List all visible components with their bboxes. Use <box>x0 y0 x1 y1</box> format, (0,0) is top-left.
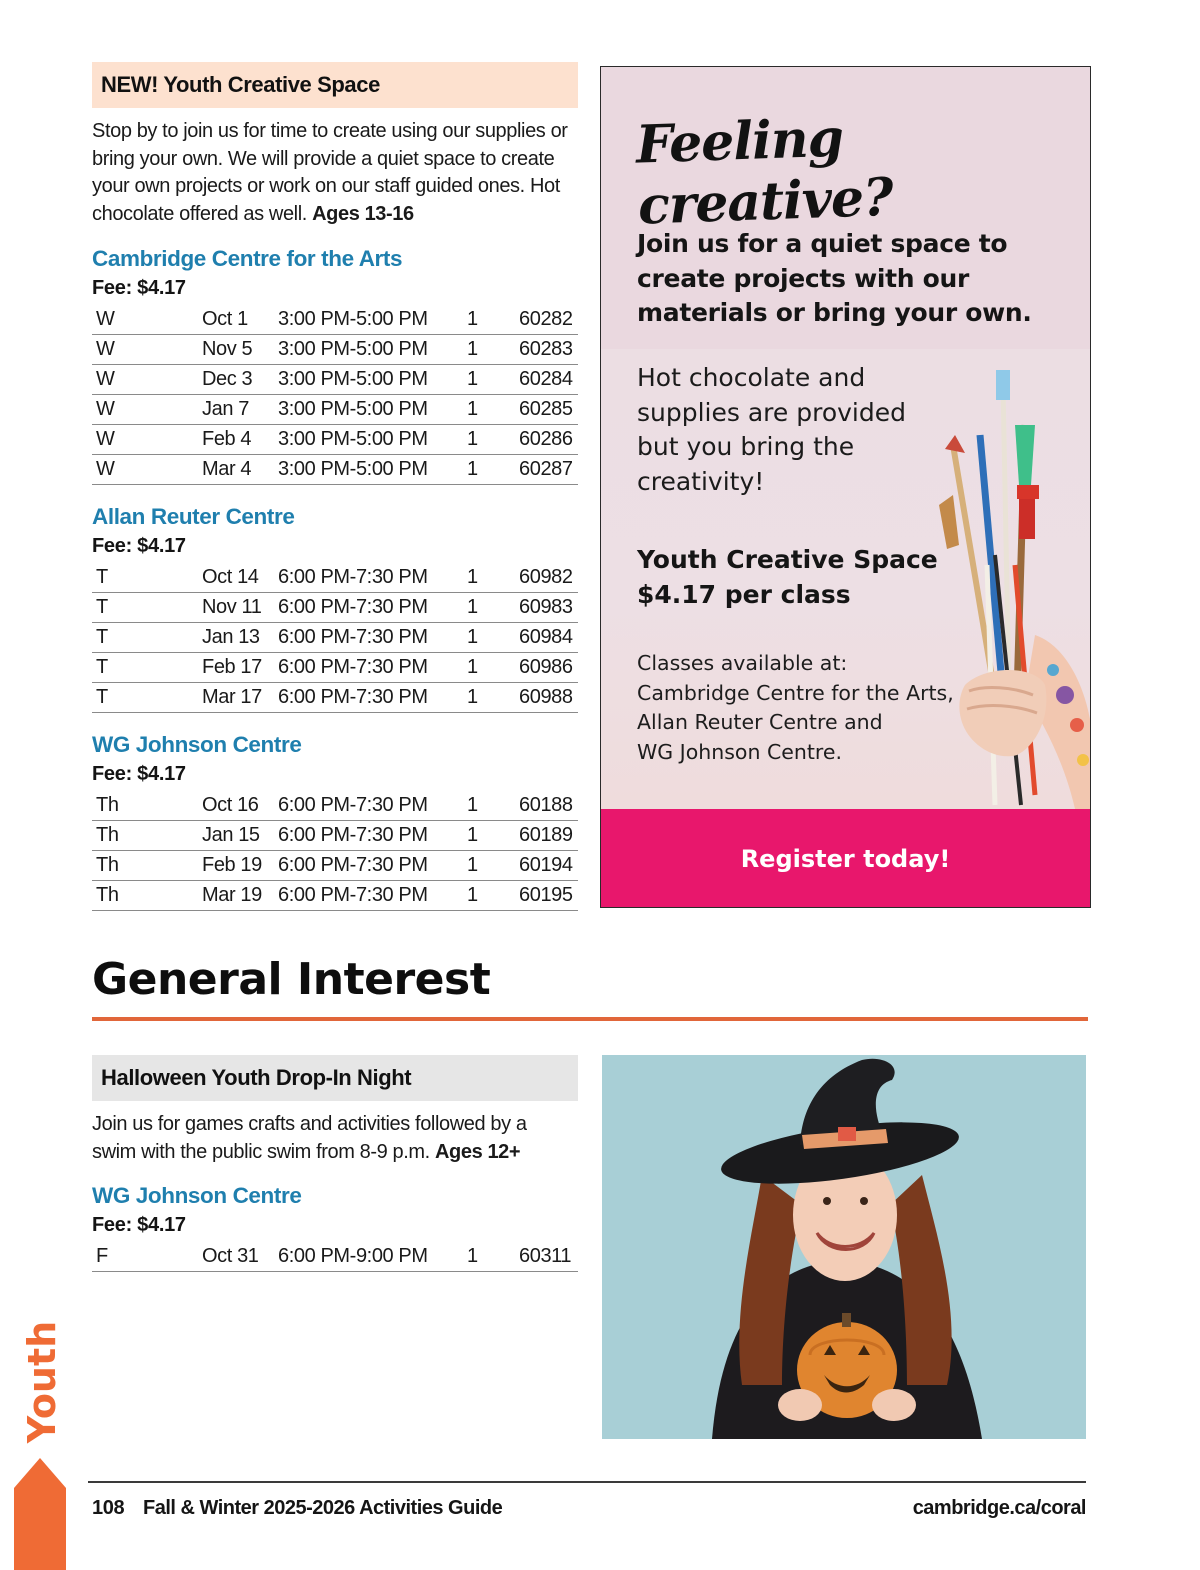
session-count: 1 <box>467 653 519 683</box>
session-date: Oct 1 <box>202 305 278 335</box>
session-count: 1 <box>467 821 519 851</box>
location-name: Allan Reuter Centre <box>92 504 295 529</box>
session-barcode: 60286 <box>519 425 578 455</box>
session-day: W <box>92 335 202 365</box>
session-day: T <box>92 653 202 683</box>
session-date: Feb 4 <box>202 425 278 455</box>
session-day: Th <box>92 881 202 911</box>
session-date: Oct 16 <box>202 791 278 821</box>
availability-line: Cambridge Centre for the Arts, <box>637 680 954 705</box>
session-date: Oct 14 <box>202 563 278 593</box>
session-date: Feb 19 <box>202 851 278 881</box>
schedule-row <box>92 335 578 365</box>
session-day: T <box>92 623 202 653</box>
schedule-table <box>92 305 578 485</box>
session-day: T <box>92 593 202 623</box>
session-day: W <box>92 455 202 485</box>
session-time: 6:00 PM-7:30 PM <box>278 623 467 653</box>
session-time: 6:00 PM-7:30 PM <box>278 821 467 851</box>
session-time: 3:00 PM-5:00 PM <box>278 395 467 425</box>
session-count: 1 <box>467 791 519 821</box>
schedule-row <box>92 1242 578 1272</box>
session-time: 3:00 PM-5:00 PM <box>278 305 467 335</box>
session-count: 1 <box>467 305 519 335</box>
schedule-row <box>92 305 578 335</box>
promo-price <box>637 543 957 612</box>
session-time: 3:00 PM-5:00 PM <box>278 455 467 485</box>
availability-line: WG Johnson Centre. <box>637 739 843 764</box>
session-count: 1 <box>467 593 519 623</box>
youth-section-label: Youth <box>20 1320 64 1444</box>
schedule-row <box>92 563 578 593</box>
promo-body-text: Hot chocolate and supplies are provided but you bring the creativity! <box>637 363 906 496</box>
schedule-row <box>92 455 578 485</box>
schedule-row <box>92 851 578 881</box>
paintbrushes-in-hand-image <box>925 365 1091 809</box>
session-count: 1 <box>467 851 519 881</box>
session-barcode: 60287 <box>519 455 578 485</box>
session-barcode: 60194 <box>519 851 578 881</box>
session-count: 1 <box>467 425 519 455</box>
session-date: Nov 11 <box>202 593 278 623</box>
program-header-halloween: Halloween Youth Drop-In Night <box>92 1055 578 1101</box>
session-date: Jan 13 <box>202 623 278 653</box>
session-barcode: 60189 <box>519 821 578 851</box>
session-count: 1 <box>467 683 519 713</box>
session-day: W <box>92 365 202 395</box>
register-today-label: Register today! <box>740 845 951 873</box>
location-name: WG Johnson Centre <box>92 732 302 757</box>
session-barcode: 60311 <box>519 1242 578 1272</box>
session-date: Dec 3 <box>202 365 278 395</box>
session-date: Jan 7 <box>202 395 278 425</box>
schedule-row <box>92 623 578 653</box>
session-time: 6:00 PM-7:30 PM <box>278 791 467 821</box>
session-time: 6:00 PM-9:00 PM <box>278 1242 467 1272</box>
session-count: 1 <box>467 335 519 365</box>
session-time: 6:00 PM-7:30 PM <box>278 881 467 911</box>
schedule-row <box>92 593 578 623</box>
availability-line: Allan Reuter Centre and <box>637 710 883 734</box>
session-day: Th <box>92 791 202 821</box>
session-barcode: 60285 <box>519 395 578 425</box>
schedule-row <box>92 653 578 683</box>
register-today-button[interactable] <box>601 809 1090 908</box>
session-barcode: 60986 <box>519 653 578 683</box>
schedule-table <box>92 563 578 713</box>
session-barcode: 60195 <box>519 881 578 911</box>
session-count: 1 <box>467 455 519 485</box>
fee-label: Fee: $4.17 <box>92 277 186 299</box>
session-count: 1 <box>467 1242 519 1272</box>
session-barcode: 60282 <box>519 305 578 335</box>
session-day: W <box>92 305 202 335</box>
session-count: 1 <box>467 563 519 593</box>
guide-title: Fall & Winter 2025-2026 Activities Guide <box>143 1497 503 1519</box>
program-description <box>92 118 584 228</box>
schedule-table <box>92 791 578 911</box>
location-name: Cambridge Centre for the Arts <box>92 246 403 271</box>
session-date: Mar 4 <box>202 455 278 485</box>
promo-lead-text: Join us for a quiet space to create projects with our materials or bring your own. <box>637 229 1032 327</box>
ages-label: Ages 13-16 <box>312 202 414 225</box>
footer-rule <box>88 1481 1086 1483</box>
session-time: 6:00 PM-7:30 PM <box>278 563 467 593</box>
session-day: F <box>92 1242 202 1272</box>
session-time: 3:00 PM-5:00 PM <box>278 335 467 365</box>
session-date: Mar 17 <box>202 683 278 713</box>
ages-label: Ages 12+ <box>435 1140 521 1163</box>
schedule-row <box>92 365 578 395</box>
session-count: 1 <box>467 623 519 653</box>
session-date: Nov 5 <box>202 335 278 365</box>
fee-label: Fee: $4.17 <box>92 535 186 557</box>
session-day: W <box>92 395 202 425</box>
availability-line: Classes available at: <box>637 651 848 675</box>
promo-price-amount: $4.17 per class <box>637 579 851 609</box>
schedule-row <box>92 821 578 851</box>
description-text: Join us for games crafts and activities followed by a swim with the public swim from 8-9 p.m. <box>92 1113 527 1163</box>
session-time: 6:00 PM-7:30 PM <box>278 593 467 623</box>
halloween-girl-with-pumpkin-photo <box>602 1055 1086 1439</box>
session-barcode: 60984 <box>519 623 578 653</box>
session-day: T <box>92 563 202 593</box>
session-count: 1 <box>467 881 519 911</box>
promo-title: Feeling creative? <box>635 107 894 237</box>
session-barcode: 60982 <box>519 563 578 593</box>
section-title-general-interest: General Interest <box>92 954 491 1005</box>
session-time: 6:00 PM-7:30 PM <box>278 683 467 713</box>
page-number: 108 <box>92 1497 125 1519</box>
session-day: Th <box>92 851 202 881</box>
schedule-row <box>92 881 578 911</box>
session-date: Feb 17 <box>202 653 278 683</box>
session-time: 6:00 PM-7:30 PM <box>278 851 467 881</box>
session-time: 3:00 PM-5:00 PM <box>278 425 467 455</box>
website-url[interactable]: cambridge.ca/coral <box>912 1497 1086 1519</box>
session-date: Oct 31 <box>202 1242 278 1272</box>
session-day: T <box>92 683 202 713</box>
section-divider <box>92 1017 1088 1021</box>
fee-label: Fee: $4.17 <box>92 1214 186 1236</box>
promo-availability <box>637 649 967 767</box>
session-date: Jan 15 <box>202 821 278 851</box>
program-header-youth-creative-space: NEW! Youth Creative Space <box>92 62 578 108</box>
session-date: Mar 19 <box>202 881 278 911</box>
schedule-table <box>92 1242 578 1272</box>
session-day: W <box>92 425 202 455</box>
schedule-row <box>92 425 578 455</box>
session-day: Th <box>92 821 202 851</box>
session-barcode: 60283 <box>519 335 578 365</box>
session-count: 1 <box>467 365 519 395</box>
session-count: 1 <box>467 395 519 425</box>
session-barcode: 60988 <box>519 683 578 713</box>
location-name: WG Johnson Centre <box>92 1183 302 1208</box>
fee-label: Fee: $4.17 <box>92 763 186 785</box>
promo-box-feeling-creative <box>600 66 1091 908</box>
session-barcode: 60983 <box>519 593 578 623</box>
session-barcode: 60284 <box>519 365 578 395</box>
session-barcode: 60188 <box>519 791 578 821</box>
program-description <box>92 1111 562 1166</box>
description-text: Stop by to join us for time to create using our supplies or bring your own. We will provide a quiet space to create your own projects or work on our staff guided ones. Hot chocolate offered as well. <box>92 120 568 225</box>
session-time: 6:00 PM-7:30 PM <box>278 653 467 683</box>
session-time: 3:00 PM-5:00 PM <box>278 365 467 395</box>
promo-price-title: Youth Creative Space <box>637 545 938 574</box>
schedule-row <box>92 791 578 821</box>
schedule-row <box>92 683 578 713</box>
schedule-row <box>92 395 578 425</box>
